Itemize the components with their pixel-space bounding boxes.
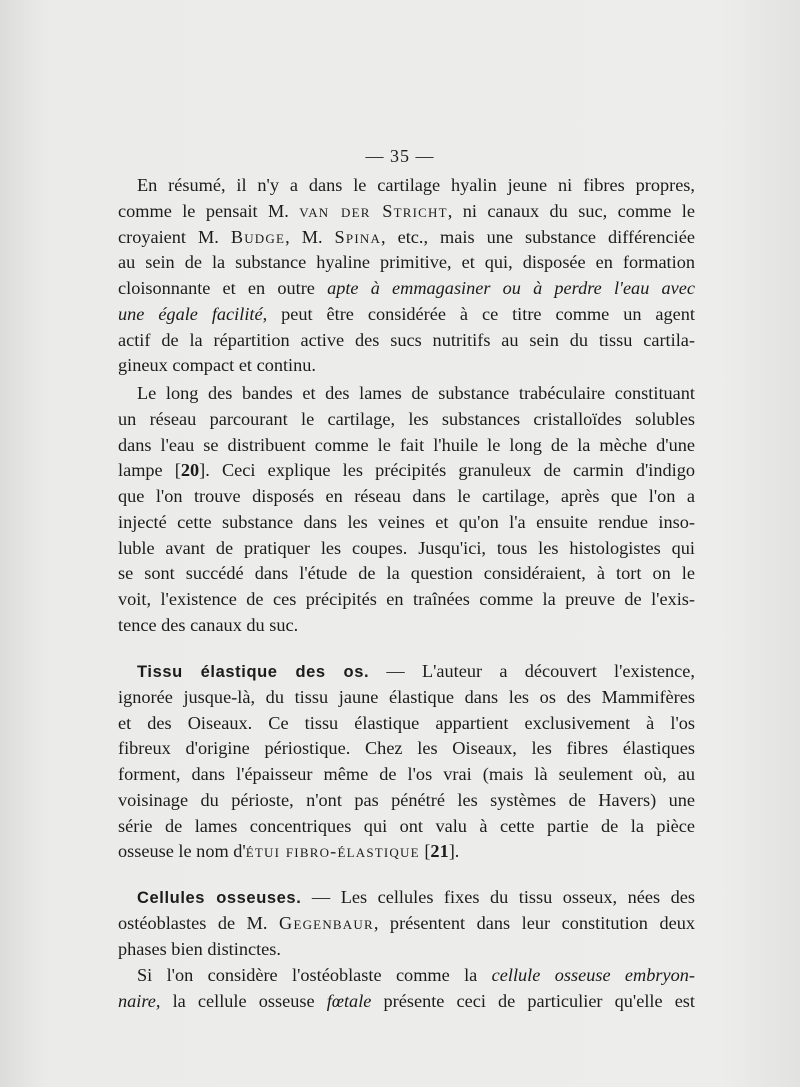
text-span: [ bbox=[419, 841, 431, 862]
text-line bbox=[118, 303, 695, 325]
text-span: ]. Ceci explique les précipités granuleux de carmin d'indigo bbox=[199, 460, 695, 481]
text-span: lampe [ bbox=[118, 460, 181, 481]
text-span: osseuse le nom d' bbox=[118, 841, 246, 862]
text-span: Si l'on considère l'ostéoblaste comme la bbox=[137, 965, 492, 985]
text-line bbox=[118, 408, 695, 430]
reference-number: 21 bbox=[430, 841, 449, 862]
text-line bbox=[137, 886, 695, 908]
text-span: voit, l'existence de ces précipités en traînées comme la preuve de l'exis- bbox=[118, 589, 695, 609]
text-span: tence des canaux du suc. bbox=[118, 614, 299, 635]
reference-number: 20 bbox=[180, 460, 200, 481]
author-name: Gegenbaur bbox=[279, 912, 374, 933]
text-span: voisinage du périoste, n'ont pas pénétré les systèmes de Havers) une bbox=[118, 789, 695, 810]
text-span: au sein de la substance hyaline primitive, et qui, disposée en formation bbox=[118, 252, 695, 273]
text-line bbox=[118, 840, 695, 862]
text-line bbox=[137, 382, 695, 404]
text-line bbox=[118, 511, 695, 533]
text-line bbox=[118, 815, 695, 837]
text-span: , peut être considérée à ce titre comme un agent bbox=[262, 303, 695, 324]
author-name: Budge bbox=[230, 226, 286, 247]
text-span: Le long des bandes et des lames de substance trabéculaire constituant bbox=[137, 383, 695, 403]
text-line bbox=[118, 354, 695, 376]
text-span: cellule osseuse embryon- bbox=[491, 965, 695, 985]
text-span: ignorée jusque-là, du tissu jaune élastique dans les os des Mammifères bbox=[118, 686, 695, 707]
text-span: et des Oiseaux. Ce tissu élastique appartient exclusivement à l'os bbox=[118, 712, 695, 733]
text-line bbox=[118, 737, 695, 759]
text-span: série de lames concentriques qui ont valu à cette partie de la pièce bbox=[118, 815, 695, 836]
text-span: cloisonnante et en outre bbox=[118, 278, 328, 298]
text-line bbox=[118, 912, 695, 934]
text-line bbox=[118, 226, 695, 248]
text-span: se sont succédé dans l'étude de la question considéraient, à tort on le bbox=[118, 563, 695, 584]
text-span: ostéoblastes de M. bbox=[118, 912, 280, 933]
text-span: ]. bbox=[448, 841, 460, 862]
text-line bbox=[118, 562, 695, 584]
text-line bbox=[118, 434, 695, 456]
text-line bbox=[118, 789, 695, 811]
text-line bbox=[118, 712, 695, 734]
text-span: présente ceci de particulier qu'elle est bbox=[371, 990, 696, 1011]
text-line bbox=[118, 763, 695, 785]
text-span: apte à emmagasiner ou à perdre l'eau avec bbox=[327, 278, 695, 298]
text-span: dans l'eau se distribuent comme le fait l'huile le long de la mèche d'une bbox=[118, 434, 695, 455]
author-name: Spina bbox=[334, 226, 382, 247]
text-span: un réseau parcourant le cartilage, les substances cristalloïdes solubles bbox=[118, 408, 695, 429]
text-span: , M. bbox=[285, 226, 335, 247]
page-number: — 35 — bbox=[365, 146, 435, 166]
text-span: — Les cellules fixes du tissu osseux, nées des bbox=[301, 887, 695, 907]
text-line bbox=[118, 459, 695, 481]
text-line bbox=[118, 588, 695, 610]
text-span: fibreux d'origine périostique. Chez les Oiseaux, les fibres élastiques bbox=[118, 738, 695, 759]
text-span: luble avant de pratiquer les coupes. Jusqu'ici, tous les histologistes qui bbox=[118, 537, 695, 558]
text-span: actif de la répartition active des sucs nutritifs au sein du tissu cartila- bbox=[118, 329, 695, 350]
text-line bbox=[137, 174, 695, 196]
text-line bbox=[118, 200, 695, 222]
section-heading: Tissu élastique des os. bbox=[137, 663, 370, 681]
text-line bbox=[118, 485, 695, 507]
text-span: injecté cette substance dans les veines et qu'on l'a ensuite rendue inso- bbox=[118, 511, 695, 532]
text-span: naire bbox=[118, 990, 156, 1011]
text-line bbox=[118, 329, 695, 351]
text-line bbox=[137, 660, 695, 682]
text-line bbox=[118, 537, 695, 559]
text-line bbox=[137, 964, 695, 986]
text-span: comme le pensait M. bbox=[118, 200, 300, 221]
text-span: que l'on trouve disposés en réseau dans le cartilage, après que l'on a bbox=[118, 486, 695, 506]
text-span: fœtale bbox=[326, 990, 372, 1011]
text-span: , présentent dans leur constitution deux bbox=[373, 912, 696, 933]
text-span: phases bien distinctes. bbox=[118, 938, 281, 959]
text-line bbox=[118, 938, 695, 960]
text-line bbox=[118, 251, 695, 273]
text-span: croyaient M. bbox=[118, 226, 231, 247]
text-span: forment, dans l'épaisseur même de l'os vrai (mais là seulement où, au bbox=[118, 764, 695, 784]
author-name: van der Stricht bbox=[299, 200, 448, 221]
author-name: étui fibro-élastique bbox=[245, 841, 420, 862]
text-line bbox=[118, 614, 695, 636]
section-heading: Cellules osseuses. bbox=[137, 889, 302, 907]
text-line bbox=[118, 990, 695, 1012]
text-span: gineux compact et continu. bbox=[118, 355, 316, 376]
text-span: , ni canaux du suc, comme le bbox=[447, 200, 695, 221]
text-line bbox=[118, 277, 695, 299]
text-span: En résumé, il n'y a dans le cartilage hyalin jeune ni fibres propres, bbox=[137, 175, 695, 195]
text-line bbox=[118, 686, 695, 708]
text-span: — L'auteur a découvert l'existence, bbox=[369, 661, 695, 681]
text-span: une égale facilité bbox=[118, 303, 263, 324]
text-span: , etc., mais une substance différenciée bbox=[381, 226, 695, 247]
text-span: , la cellule osseuse bbox=[155, 990, 327, 1011]
